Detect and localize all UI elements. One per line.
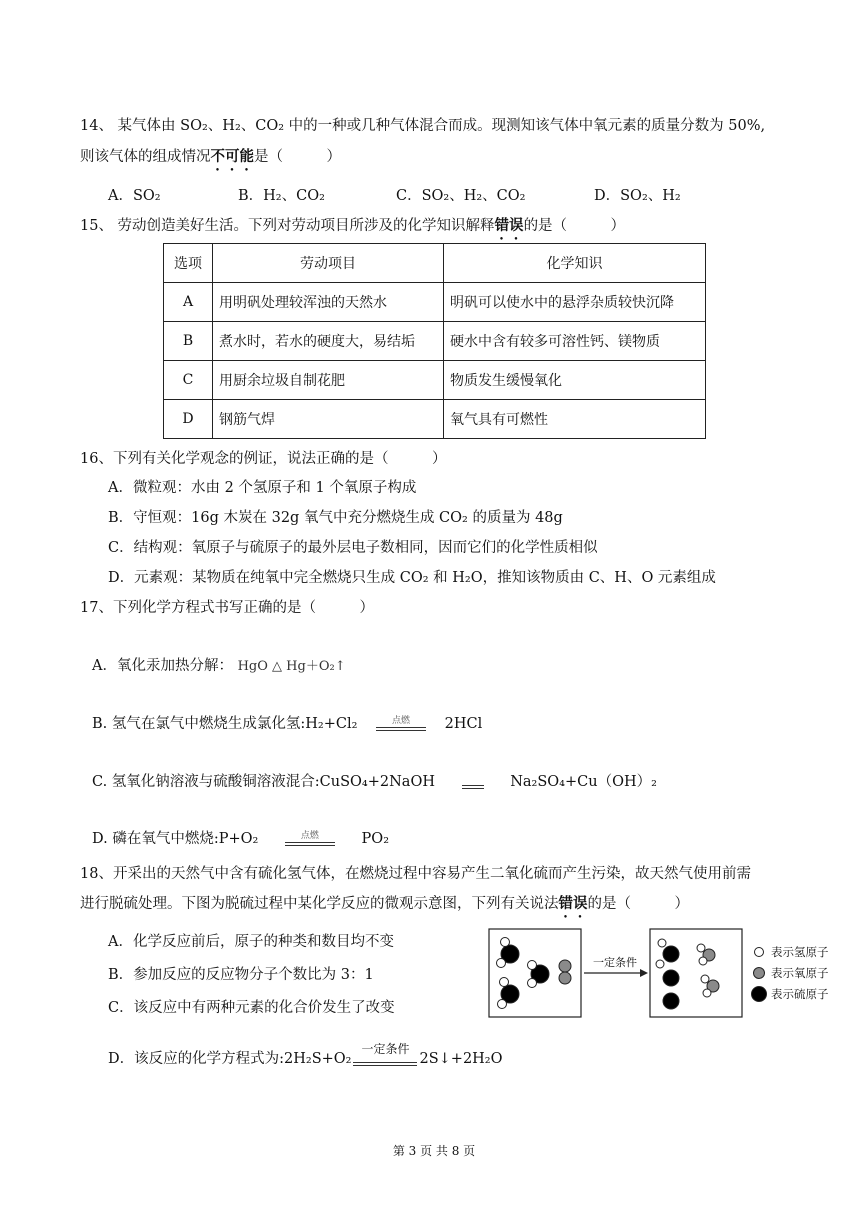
table-cell: 明矾可以使水中的悬浮杂质较快沉降 <box>444 283 706 322</box>
q14-line2-a: 则该气体的组成情况 <box>80 149 211 165</box>
q16-option-d: D．元素观：某物质在纯氧中完全燃烧只生成 CO₂ 和 H₂O，推知该物质由 C、H、O 元素组成 <box>108 570 716 586</box>
q18-emphasis: 错误 <box>558 895 588 912</box>
q16-option-c: C．结构观：氧原子与硫原子的最外层电子数相同，因而它们的化学性质相似 <box>108 540 598 556</box>
q17-d-label: D. 磷在氧气中燃烧:P+O₂ <box>92 831 259 847</box>
table-cell: 煮水时，若水的硬度大，易结垢 <box>213 322 444 361</box>
q17-c-product: Na₂SO₄+Cu（OH）₂ <box>510 774 657 790</box>
q18-option-d <box>108 1042 503 1068</box>
q17-option-a <box>92 654 346 675</box>
o2-molecule <box>559 960 571 984</box>
table-row <box>164 361 706 400</box>
q18-option-c: C．该反应中有两种元素的化合价发生了改变 <box>108 1000 395 1016</box>
page-number: 第 3 页 共 8 页 <box>392 1144 476 1158</box>
q17-b-condition: 点燃 <box>376 717 426 731</box>
q17-option-c <box>92 770 657 791</box>
q15-stem <box>80 214 625 243</box>
q17-option-b <box>92 712 482 733</box>
q17-stem: 17、下列化学方程式书写正确的是（ ） <box>80 600 374 616</box>
q17-a-equation: HgO △ Hg＋O₂↑ <box>237 659 346 674</box>
legend-sulfur: 表示硫原子 <box>771 987 829 1001</box>
q14-option-b: B．H₂、CO₂ <box>238 188 325 204</box>
q14-line2-b: 是（ ） <box>254 149 341 165</box>
q18-d-product: 2S↓+2H₂O <box>419 1051 503 1067</box>
q18-line2-b: 的是（ ） <box>587 896 689 912</box>
q18-option-b: B．参加反应的反应物分子个数比为 3：1 <box>108 967 374 983</box>
q17-d-condition: 点燃 <box>285 832 335 846</box>
q16-stem: 16、下列有关化学观念的例证，说法正确的是（ ） <box>80 451 447 467</box>
sulfur-swatch <box>752 987 767 1002</box>
legend <box>752 945 829 1002</box>
q15-stem-b: 的是（ ） <box>523 218 626 234</box>
legend-hydrogen: 表示氢原子 <box>771 945 829 959</box>
table-row <box>164 400 706 439</box>
q14-emphasis: 不可能 <box>210 148 254 165</box>
q18-line2-a: 进行脱硫处理。下图为脱硫过程中某化学反应的微观示意图，下列有关说法 <box>80 896 559 912</box>
q18-d-condition: 一定条件 <box>353 1052 417 1066</box>
table-cell: 物质发生缓慢氧化 <box>444 361 706 400</box>
q17-c-equals <box>462 775 484 789</box>
table-cell: 硬水中含有较多可溶性钙、镁物质 <box>444 322 706 361</box>
q18-line2 <box>80 892 689 921</box>
q14-option-c: C．SO₂、H₂、CO₂ <box>396 188 526 204</box>
q15-emphasis: 错误 <box>494 217 524 234</box>
table-cell: B <box>164 322 213 361</box>
arrow-label: 一定条件 <box>593 956 637 969</box>
q14-option-d: D．SO₂、H₂ <box>594 188 681 204</box>
table-header-option: 选项 <box>164 244 213 283</box>
sulfur-atom <box>663 993 679 1009</box>
table-header-knowledge: 化学知识 <box>444 244 706 283</box>
q17-a-label: A．氧化汞加热分解： <box>92 658 233 674</box>
h2s-molecule <box>528 961 550 988</box>
table-row <box>164 283 706 322</box>
table-cell: 钢筋气焊 <box>213 400 444 439</box>
q15-stem-a: 15、 劳动创造美好生活。下列对劳动项目所涉及的化学知识解释 <box>80 218 495 234</box>
q17-d-product: PO₂ <box>361 831 390 847</box>
table-cell: 用厨余垃圾自制花肥 <box>213 361 444 400</box>
q18-line1: 18、开采出的天然气中含有硫化氢气体，在燃烧过程中容易产生二氧化硫而产生污染，故天然气使用前需 <box>80 866 751 882</box>
q14-line2 <box>80 145 341 174</box>
table-cell: 用明矾处理较浑浊的天然水 <box>213 283 444 322</box>
h2o-molecule <box>701 975 719 997</box>
table-header-row <box>164 244 706 283</box>
table-cell: 氧气具有可燃性 <box>444 400 706 439</box>
q17-c-label: C. 氢氧化钠溶液与硫酸铜溶液混合:CuSO₄+2NaOH <box>92 774 435 790</box>
hydrogen-swatch <box>755 948 764 957</box>
q16-option-a: A．微粒观：水由 2 个氢原子和 1 个氧原子构成 <box>108 480 417 496</box>
table-cell: A <box>164 283 213 322</box>
sulfur-atom <box>663 970 679 986</box>
q17-b-product: 2HCl <box>444 716 483 732</box>
reaction-diagram <box>488 928 848 1020</box>
table-cell: C <box>164 361 213 400</box>
q18-d-label: D．该反应的化学方程式为:2H₂S+O₂ <box>108 1051 352 1067</box>
table-row <box>164 322 706 361</box>
oxygen-swatch <box>754 968 765 979</box>
q14-line1: 14、 某气体由 SO₂、H₂、CO₂ 中的一种或几种气体混合而成。现测知该气体中氧元素的质量分数为 50%, <box>80 118 766 134</box>
legend-oxygen: 表示氧原子 <box>771 966 829 980</box>
q17-option-d <box>92 827 389 848</box>
q18-option-a: A．化学反应前后，原子的种类和数目均不变 <box>108 934 394 950</box>
q15-table <box>163 243 706 439</box>
sulfur-atom <box>663 946 679 962</box>
q17-b-label: B. 氢气在氯气中燃烧生成氯化氢:H₂+Cl₂ <box>92 716 358 732</box>
h2s-molecule <box>497 938 520 968</box>
table-header-task: 劳动项目 <box>213 244 444 283</box>
h2s-molecule <box>498 978 520 1009</box>
h2o-molecule <box>697 944 715 965</box>
table-cell: D <box>164 400 213 439</box>
q14-option-a: A．SO₂ <box>108 188 161 204</box>
q16-option-b: B．守恒观：16g 木炭在 32g 氧气中充分燃烧生成 CO₂ 的质量为 48g <box>108 510 563 526</box>
